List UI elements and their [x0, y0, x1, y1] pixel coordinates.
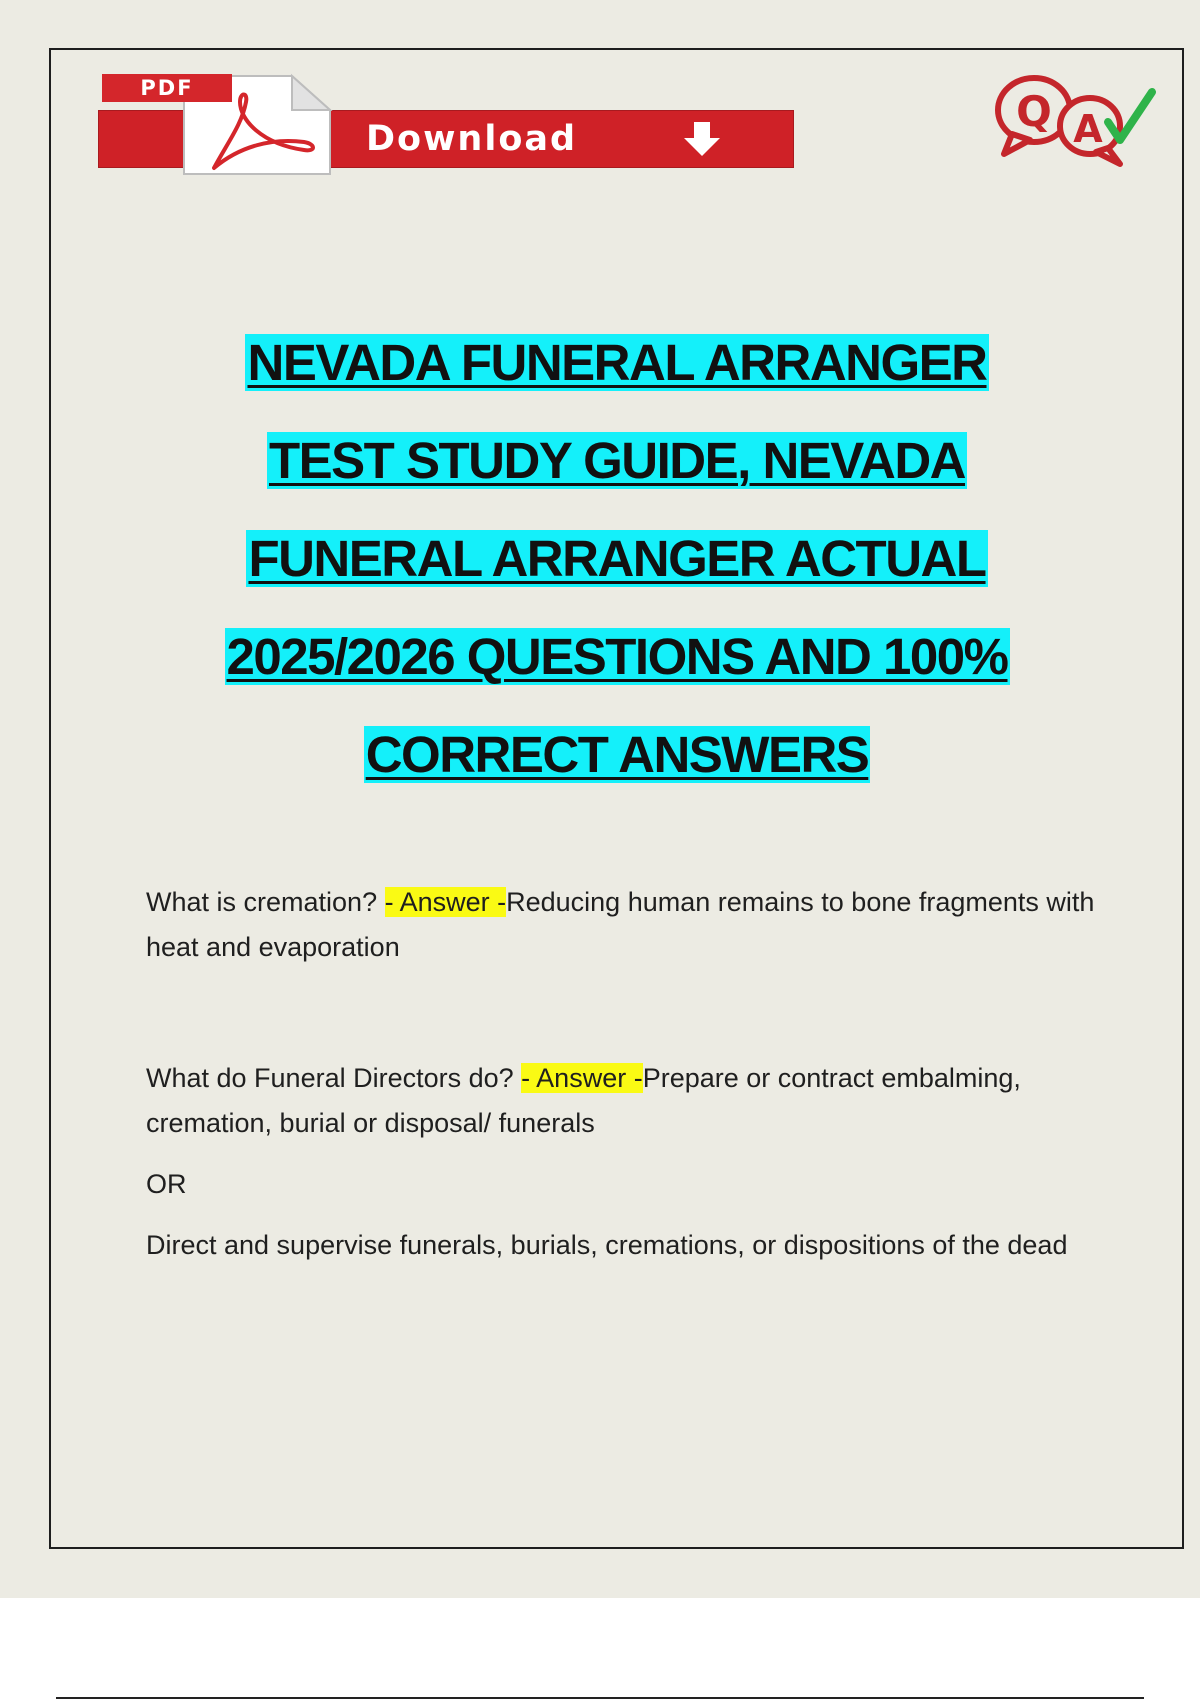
question-text: What do Funeral Directors do?: [146, 1063, 522, 1093]
answer-marker: - Answer -: [521, 1063, 643, 1093]
pdf-tag: PDF: [102, 74, 232, 102]
title-line: [70, 412, 1164, 510]
question-text: What is cremation?: [146, 887, 385, 917]
title-line-text: NEVADA FUNERAL ARRANGER: [247, 334, 987, 391]
answer-alternative-text: Direct and supervise funerals, burials, cremations, or dispositions of the dead: [146, 1230, 1068, 1260]
title-line: [70, 608, 1164, 706]
download-arrow-icon: [678, 120, 726, 160]
qa-logo: [990, 70, 1156, 170]
document-title: [70, 314, 1164, 804]
qa-item: [146, 1056, 1106, 1146]
qa-content: [146, 880, 1106, 1268]
answer-or-separator: OR: [146, 1169, 187, 1199]
answer-text: Reducing human remains to bone fragments with heat and evaporation: [146, 887, 1095, 962]
pdf-download-banner[interactable]: [98, 72, 794, 178]
title-line: [70, 510, 1164, 608]
title-line-text: FUNERAL ARRANGER ACTUAL: [248, 530, 986, 587]
answer-marker: - Answer -: [384, 887, 507, 917]
title-line-text: CORRECT ANSWERS: [365, 726, 869, 783]
title-line-text: TEST STUDY GUIDE, NEVADA: [268, 432, 966, 489]
download-label[interactable]: Download: [366, 119, 578, 159]
title-line: [70, 314, 1164, 412]
answer-text: Prepare or contract embalming, cremation, burial or disposal/ funerals: [146, 1063, 1021, 1138]
title-line-text: 2025/2026 QUESTIONS AND 100%: [226, 628, 1008, 685]
page-divider: [56, 1697, 1144, 1699]
title-line: [70, 706, 1164, 804]
logo-letter-a: A: [1073, 107, 1103, 151]
logo-letter-q: Q: [1016, 87, 1052, 136]
qa-item: [146, 880, 1106, 970]
